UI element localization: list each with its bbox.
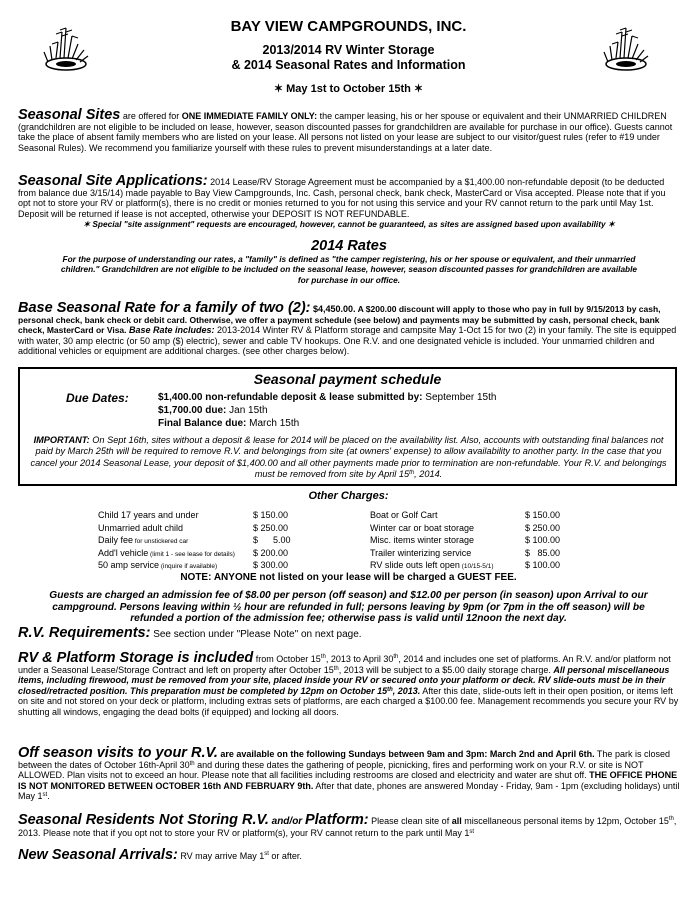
rv-requirements-section: R.V. Requirements: See section under "Please Note" on next page. [18, 625, 362, 641]
charge-label: 50 amp service (inquire if available) [98, 560, 218, 571]
rates-section [18, 238, 680, 285]
charge-label: Add'l vehicle (limit 1 - see lease for details) [98, 547, 235, 558]
seasonal-sites-section: Seasonal Sites are offered for ONE IMMEDIATE FAMILY ONLY: the camper leasing, his or her spouse or equivalent and their UNMARRIED CHILDREN (grandchildren are not eligible to be included on lease, however, season discounted passes for grandchildren are available for purchase in our office). Guests cannot take the place of absent family members who are listed on your lease. All persons not listed on your lease are subject to our visitor/guest rules (refer to #19 under Seasonal Rules). We recommend you familiarize yourself with these rules to prevent misunderstandings at a later date. [18, 107, 673, 153]
charge-label: Unmarried adult child [98, 522, 184, 533]
guest-fee-note: NOTE: ANYONE not listed on your lease will be charged a GUEST FEE. [180, 572, 517, 583]
charge-price: $ 250.00 [525, 522, 561, 533]
charge-price: $ 250.00 [253, 522, 289, 533]
season-dates: ✶ May 1st to October 15th ✶ [273, 83, 424, 95]
charge-row [98, 535, 323, 548]
other-charges-left-list [98, 510, 323, 573]
base-rate-section: Base Seasonal Rate for a family of two (2): $4,450.00. A $200.00 discount will apply to those who pay in full by 9/15/2013 by cash, personal check, bank check or debit card. Otherwise, we offer a payment schedule (see below) and payments may be submitted by cash, personal check, bank check, MasterCard or Visa. Base Rate includes: 2013-2014 Winter RV & Platform storage and campsite May 1-Oct 15 for two (2) in your family. The site is equipped with water, 30 amp electric (or 50 amp ($) electric), sewer and cable TV hookups. One R.V. and one designated vehicle is included. Your unmarried children and additional vehicles or equipment are additional charges. (see other charges below). [18, 300, 677, 357]
applications-heading: Seasonal Site Applications: [18, 173, 208, 189]
charge-row [370, 548, 595, 561]
other-charges-right-list [370, 510, 595, 573]
charge-label: Trailer winterizing service [370, 547, 472, 558]
charge-row [98, 523, 323, 536]
charge-row [370, 523, 595, 536]
rates-body: For the purpose of understanding our rates, a "family" is defined as "the camper registering, his or her spouse or equivalent, and their unmarried children." Grandchildren are not eligible to be included on the seasonal lease, however, season discounted passes for grandchildren are available for purchase in our office. [60, 253, 638, 285]
guest-fee-details: Guests are charged an admission fee of $8.00 per person (off season) and $12.00 per person (in season) upon Arrival to our campground. Persons leaving within ½ hour are refunded in full; persons leaving by 9pm (or 7pm in the off season) will be refunded a portion of the admission fee; otherwise pass is valid until 12noon the next day. [49, 590, 648, 624]
new-arrivals-section: New Seasonal Arrivals: RV may arrive May 1st or after. [18, 847, 302, 863]
charge-row [370, 535, 595, 548]
charge-price: $ 150.00 [525, 510, 561, 520]
charge-price: $ 300.00 [253, 560, 289, 571]
charge-row [98, 548, 323, 561]
document-header [0, 18, 697, 95]
charge-price: $ 100.00 [525, 535, 561, 546]
not-storing-heading: Seasonal Residents Not Storing R.V. [18, 812, 269, 828]
payment-schedule-box [18, 367, 677, 486]
storage-section: RV & Platform Storage is included from October 15th, 2013 to April 30th, 2014 and includes one set of platforms. An R.V. and/or platform not under a Seasonal Lease/Storage Contract and left on property after October 15th, 2013 will be subject to a $5.00 daily storage charge. All personal miscellaneous items, including firewood, must be removed from your site, placed inside your RV or secured onto your platform or deck. RV slide-outs must be in their closed/retracted position. This preparation must be completed by 12pm on October 15th, 2013. After this date, slide-outs left in their open position, or items left on site and not stored on your deck or platform, including extras sets of platforms, are each charged a $100.00 fee. Management recommends you secure your RV by shutting all windows, engaging the dead bolts (if equipped) and locking all doors. [18, 650, 679, 717]
charge-price: $ 5.00 [253, 535, 291, 546]
due-dates-label: Due Dates: [66, 391, 129, 405]
charge-label: Winter car or boat storage [370, 522, 475, 533]
off-season-section: Off season visits to your R.V. are available on the following Sundays between 9am and 3pm: March 2nd and April 6th. The park is closed between the dates of October 16th-April 30th and during these dates the gathering of people, picnicking, fires and performing work on your R.V. or site is NOT ALLOWED. Plan visits not to exceed an hour. Please note that all facilities including restrooms are closed and electricity and water are shut off. THE OFFICE PHONE IS NOT MONITORED BETWEEN OCTOBER 16th AND FEBRUARY 9th. After that date, phones are answered Monday - Friday, 9am - 1pm (excluding holidays) until May 1st. [18, 745, 680, 802]
charge-label: Misc. items winter storage [370, 535, 475, 546]
important-notice: IMPORTANT: On Sept 16th, sites without a deposit & lease for 2014 will be placed on the availability list. Also, accounts with outstanding final balances not paid by March 25th will be required to remove R.V. and belongings from site (at owners' expense) to allow availability to another party. In the case that you cancel your 2014 Seasonal Lease, your deposit of $1,400.00 and all other payments made prior to termination are non-refundable. Your R.V. and belongings must be removed from site by April 15th, 2014. [30, 435, 667, 479]
charge-label: Boat or Golf Cart [370, 510, 438, 520]
applications-section: Seasonal Site Applications: 2014 Lease/RV Storage Agreement must be accompanied by a $1,400.00 non-refundable deposit (to be deducted from balance due 3/15/14) made payable to Bay View Campgrounds, Inc. Cash, personal check, bank check, MasterCard or Visa accepted. Please note that if you opt not to store your RV or platform(s), there is no credit or monies returned to you for not using this service and your RV cannot return to the park until May 1st. Deposit will be returned if lease is not accepted, otherwise your DEPOSIT IS NOT REFUNDABLE. ✶ Special "site assignment" requests are encouraged, however, cannot be guaranteed, as sites are assigned based upon availability ✶ [18, 176, 680, 230]
charge-price: $ 200.00 [253, 547, 289, 558]
special-request-note: ✶ Special "site assignment" requests are encouraged, however, cannot be guaranteed, as sites are assigned based upon availability ✶ [83, 219, 615, 230]
due-dates-list: $1,400.00 non-refundable deposit & lease submitted by: September 15th $1,700.00 due: Jan 15th Final Balance due: March 15th [158, 392, 497, 429]
base-rate-heading: Base Seasonal Rate for a family of two (2): [18, 300, 311, 316]
payment-schedule-title: Seasonal payment schedule [253, 371, 442, 387]
rates-heading: 2014 Rates [311, 238, 387, 254]
charge-price: $ 100.00 [525, 560, 561, 571]
off-season-heading: Off season visits to your R.V. [18, 745, 218, 761]
storage-heading: RV & Platform Storage is included [18, 650, 254, 666]
subtitle-line1: 2013/2014 RV Winter Storage [262, 43, 435, 57]
subtitle-line2: & 2014 Seasonal Rates and Information [231, 58, 466, 72]
charge-row [370, 510, 595, 523]
rv-requirements-heading: R.V. Requirements: [18, 625, 151, 641]
charge-price: $ 85.00 [525, 547, 561, 558]
not-storing-section: Seasonal Residents Not Storing R.V. and/or Platform: Please clean site of all miscellaneous personal items by 12pm, October 15th, 2013. Please note that if you opt not to store your RV or platform(s), your RV cannot return to the park until May 1st [18, 812, 677, 838]
charge-price: $ 150.00 [253, 510, 289, 520]
charge-label: RV slide outs left open (10/15-5/1) [370, 560, 494, 571]
company-title: BAY VIEW CAMPGROUNDS, INC. [230, 18, 467, 35]
charge-row [98, 510, 323, 523]
charge-label: Child 17 years and under [98, 510, 199, 520]
other-charges-title: Other Charges: [308, 490, 389, 502]
charge-label: Daily fee for unstickered car [98, 535, 189, 546]
new-arrivals-heading: New Seasonal Arrivals: [18, 847, 178, 863]
seasonal-sites-heading: Seasonal Sites [18, 107, 121, 123]
